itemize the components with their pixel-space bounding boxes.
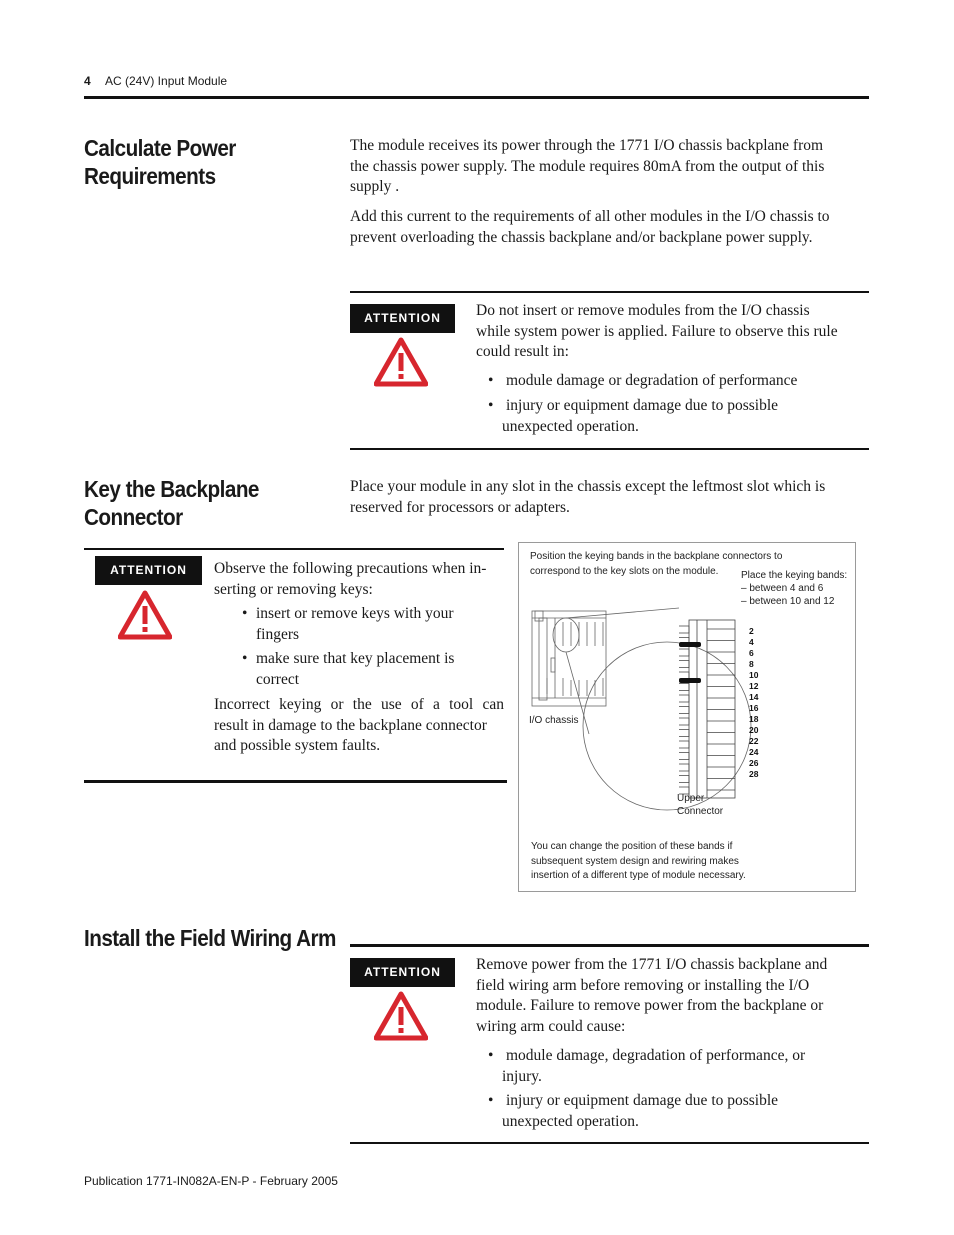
- page-number: 4: [84, 74, 91, 88]
- section-heading-power: Calculate Power Requirements: [84, 135, 236, 189]
- connector-position-number: 20: [749, 725, 759, 735]
- attention2-label: ATTENTION: [95, 556, 202, 585]
- attention1-bullet-2: • injury or equipment damage due to possible unexpected operation.: [488, 397, 779, 435]
- connector-tooth: [679, 684, 689, 691]
- connector-tooth: [679, 741, 689, 748]
- connector-tooth: [679, 695, 689, 702]
- keying-figure: [518, 542, 856, 892]
- attention3-bullet-2: • injury or equipment damage due to possible unexpected operation.: [488, 1092, 779, 1130]
- warning-triangle-icon: [374, 337, 428, 387]
- attention1-bottom-rule: [350, 448, 869, 450]
- attention2-top-rule: [84, 548, 504, 550]
- connector-tooth: [679, 718, 689, 725]
- warning-triangle-icon: [118, 590, 172, 640]
- attention2-paragraph-2: Incorrect keying or the use of a tool can result in damage to the backplane connector and possible system faults.: [214, 696, 504, 754]
- attention1-text: Do not insert or remove modules from the I/O chassis while system power is applied. Failure to observe this rule could result in:: [476, 302, 838, 360]
- connector-position-number: 16: [749, 703, 759, 713]
- connector-tooth: [679, 707, 689, 714]
- power-paragraph-2: Add this current to the requirements of all other modules in the I/O chassis to prevent overloading the chassis backplane and/or backplane power supply.: [350, 208, 830, 246]
- connector-position-number: 10: [749, 670, 759, 680]
- connector-position-number: 18: [749, 714, 759, 724]
- connector-tooth: [679, 776, 689, 783]
- running-header-title: AC (24V) Input Module: [105, 74, 228, 88]
- connector-position-number: 6: [749, 648, 754, 658]
- attention2-bullet-1: • insert or remove keys with your fingers: [242, 605, 454, 643]
- connector-position-number: 14: [749, 692, 759, 702]
- attention3-top-rule: [350, 944, 869, 947]
- attention3-bullet-1: • module damage, degradation of performance, or injury.: [488, 1047, 806, 1085]
- keying-paragraph: Place your module in any slot in the chassis except the leftmost slot which is reserved for processors or adapters.: [350, 478, 826, 516]
- attention1-bullet-1: • module damage or degradation of performance: [488, 372, 798, 389]
- connector-position-number: 2: [749, 626, 754, 636]
- attention1-label: ATTENTION: [350, 304, 455, 333]
- header-rule: [84, 96, 869, 99]
- attention1-top-rule: [350, 291, 869, 293]
- attention3-text: Remove power from the 1771 I/O chassis backplane and field wiring arm before removing or installing the I/O module. Failure to remove power from the backplane or wiring arm could cause:: [476, 956, 828, 1035]
- figure-connector-label: Upper Connector: [677, 793, 724, 817]
- connector-position-number: 4: [749, 637, 754, 647]
- connector-tooth: [679, 730, 689, 737]
- section-heading-wiring: Install the Field Wiring Arm: [84, 925, 336, 951]
- footer-publication: Publication 1771-IN082A-EN-P - February 2005: [84, 1174, 338, 1188]
- power-paragraph-1: The module receives its power through the 1771 I/O chassis backplane from the chassis power supply. The module requires 80mA from the output of this supply .: [350, 137, 825, 195]
- attention2-bottom-rule: [84, 780, 507, 783]
- figure-keying-note: Place the keying bands: – between 4 and 6 – between 10 and 12: [741, 570, 848, 607]
- figure-chassis-label: I/O chassis: [529, 715, 579, 726]
- attention2-text: Observe the following precautions when in- serting or removing keys:: [214, 560, 487, 598]
- connector-position-number: 8: [749, 659, 754, 669]
- connector-tooth: [679, 672, 689, 679]
- attention3-label: ATTENTION: [350, 958, 455, 987]
- connector-tooth: [679, 753, 689, 760]
- attention2-bullet-2: • make sure that key placement is correct: [242, 650, 455, 688]
- warning-triangle-icon: [374, 991, 428, 1041]
- connector-position-number: 22: [749, 736, 759, 746]
- connector-position-number: 12: [749, 681, 759, 691]
- connector-tooth: [679, 661, 689, 668]
- attention3-bottom-rule: [350, 1142, 869, 1144]
- connector-tooth: [679, 626, 689, 633]
- connector-position-number: 24: [749, 747, 759, 757]
- section-heading-keying: Key the Backplane Connector: [84, 476, 259, 530]
- figure-caption-bottom: You can change the position of these bands if subsequent system design and rewiring makes insertion of a different type of module necessary.: [531, 841, 746, 881]
- connector-position-number: 28: [749, 769, 759, 779]
- connector-tooth: [679, 764, 689, 771]
- figure-caption-top: Position the keying bands in the backplane connectors to correspond to the key slots on the module.: [530, 551, 783, 577]
- connector-tooth: [679, 649, 689, 656]
- connector-position-number: 26: [749, 758, 759, 768]
